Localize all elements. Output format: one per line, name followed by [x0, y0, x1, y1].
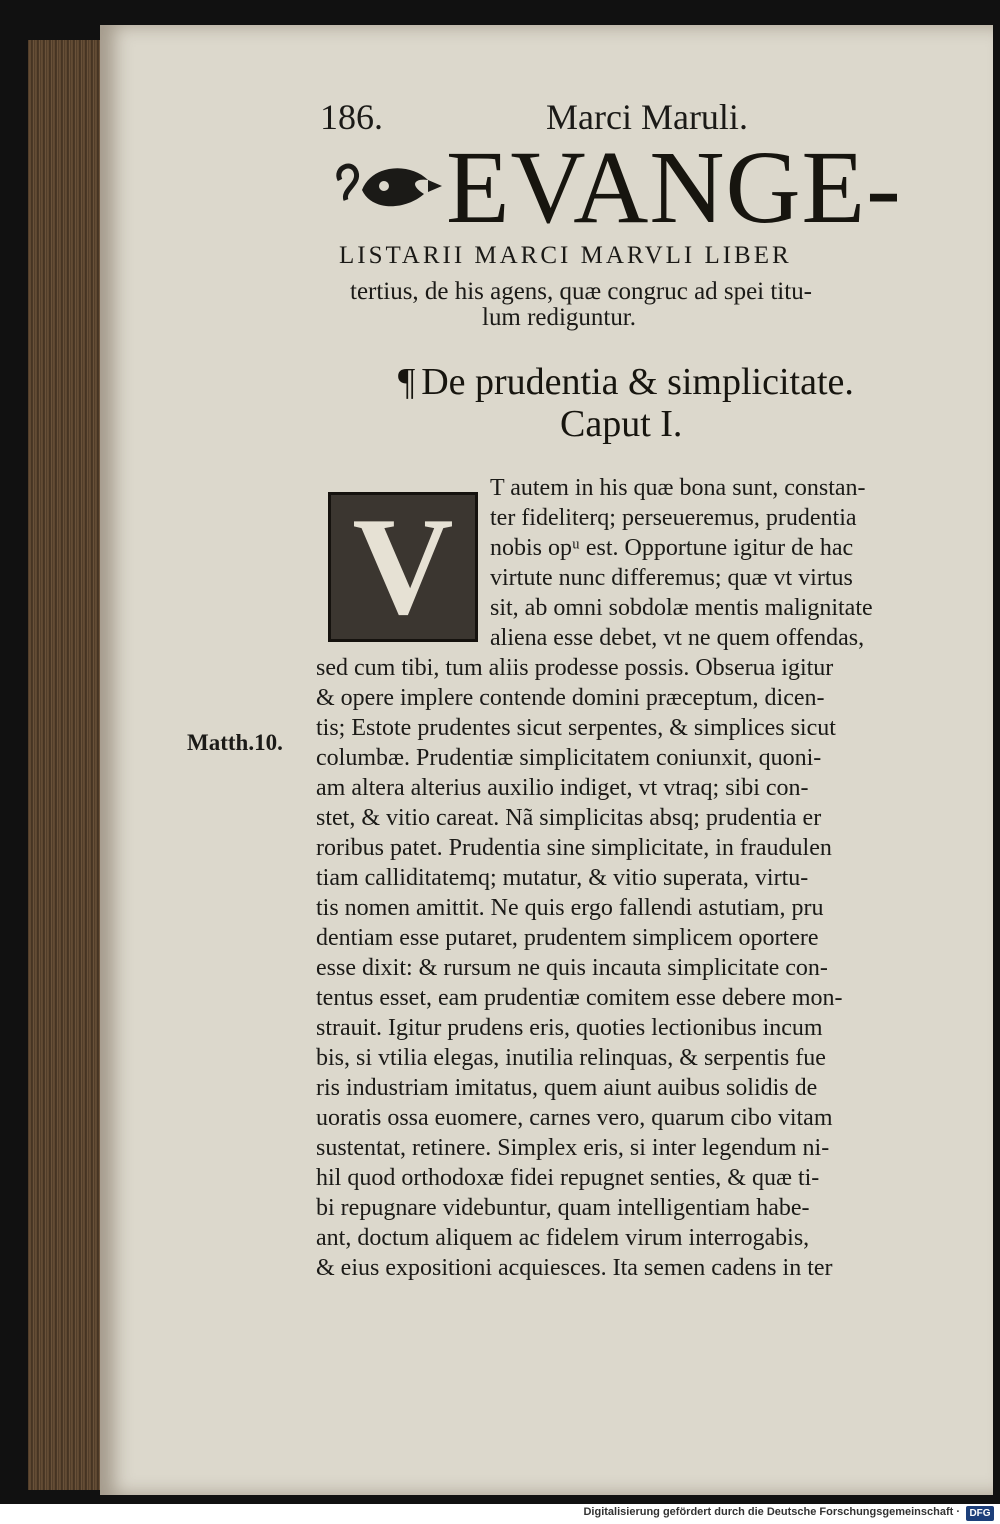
body-line: tis nomen amittit. Ne quis ergo fallendi astutiam, pru	[316, 895, 824, 921]
body-line: columbæ. Prudentiæ simplicitatem coniunxit, quoni-	[316, 745, 822, 771]
body-line: esse dixit: & rursum ne quis incauta simplicitate con-	[316, 955, 828, 981]
body-line: tentus esset, eam prudentiæ comitem esse debere mon-	[316, 985, 843, 1011]
pilcrow-icon: ¶	[398, 361, 416, 403]
body-line: hil quod orthodoxæ fidei repugnet senties, & quæ ti-	[316, 1165, 820, 1191]
initial-letter: V	[352, 489, 454, 644]
body-line: tis; Estote prudentes sicut serpentes, & simplices sicut	[316, 715, 836, 741]
decorated-initial	[328, 489, 478, 644]
chapter-title-text: De prudentia & simplicitate.	[421, 361, 854, 403]
body-line: nobis opᵘ est. Opportune igitur de hac	[490, 535, 854, 561]
intro-line: tertius, de his agens, quæ congruc ad spei titu-	[350, 278, 812, 305]
chapter-title	[398, 360, 918, 404]
body-line: & eius expositioni acquiesces. Ita semen cadens in ter	[316, 1255, 833, 1281]
body-line: dentiam esse putaret, prudentem simplicem oportere	[316, 925, 819, 951]
body-line: & opere implere contende domini præceptum, dicen-	[316, 685, 825, 711]
body-line: tiam calliditatemq; mutatur, & vitio superata, virtu-	[316, 865, 809, 891]
intro-line: lum rediguntur.	[482, 304, 636, 331]
body-line: bi repugnare videbuntur, quam intelligentiam habe-	[316, 1195, 810, 1221]
dfg-logo: DFG	[966, 1506, 994, 1521]
running-title: Marci Maruli.	[546, 97, 748, 137]
body-line: ant, doctum aliquem ac fidelem virum interrogabis,	[316, 1225, 810, 1251]
body-line: T autem in his quæ bona sunt, constan-	[490, 475, 866, 501]
body-line: aliena esse debet, vt ne quem offendas,	[490, 625, 865, 651]
body-line: virtute nunc differemus; quæ vt virtus	[490, 565, 853, 591]
body-line: bis, si vtilia elegas, inutilia relinquas, & serpentis fue	[316, 1045, 826, 1071]
book-title: EVANGE-	[446, 130, 902, 245]
page-number: 186.	[320, 97, 383, 137]
chapter-number: Caput I.	[560, 403, 683, 445]
body-line: sustentat, retinere. Simplex eris, si inter legendum ni-	[316, 1135, 830, 1161]
body-line: strauit. Igitur prudens eris, quoties lectionibus incum	[316, 1015, 823, 1041]
marginal-note: Matth.10.	[187, 730, 283, 755]
body-line: am altera alterius auxilio indiget, vt vtraq; sibi con-	[316, 775, 809, 801]
body-line: uoratis ossa euomere, carnes vero, quarum cibo vitam	[316, 1105, 833, 1131]
body-line: sed cum tibi, tum aliis prodesse possis. Obserua igitur	[316, 655, 834, 681]
book-edge	[28, 40, 108, 1490]
body-line: ter fideliterq; perseueremus, prudentia	[490, 505, 857, 531]
digitization-footer	[0, 1504, 1000, 1524]
body-line: roribus patet. Prudentia sine simplicitate, in fraudulen	[316, 835, 832, 861]
body-line: stet, & vitio careat. Nã simplicitas absq; prudentia er	[316, 805, 822, 831]
title-caps-line: LISTARII MARCI MARVLI LIBER	[339, 242, 792, 269]
body-line: ris industriam imitatus, quem aiunt auibus solidis de	[316, 1075, 818, 1101]
body-line: sit, ab omni sobdolæ mentis malignitate	[490, 595, 873, 621]
fleuron-ornament-icon	[332, 150, 444, 220]
footer-credit: Digitalisierung gefördert durch die Deutsche Forschungsgemeinschaft ·	[583, 1506, 960, 1518]
